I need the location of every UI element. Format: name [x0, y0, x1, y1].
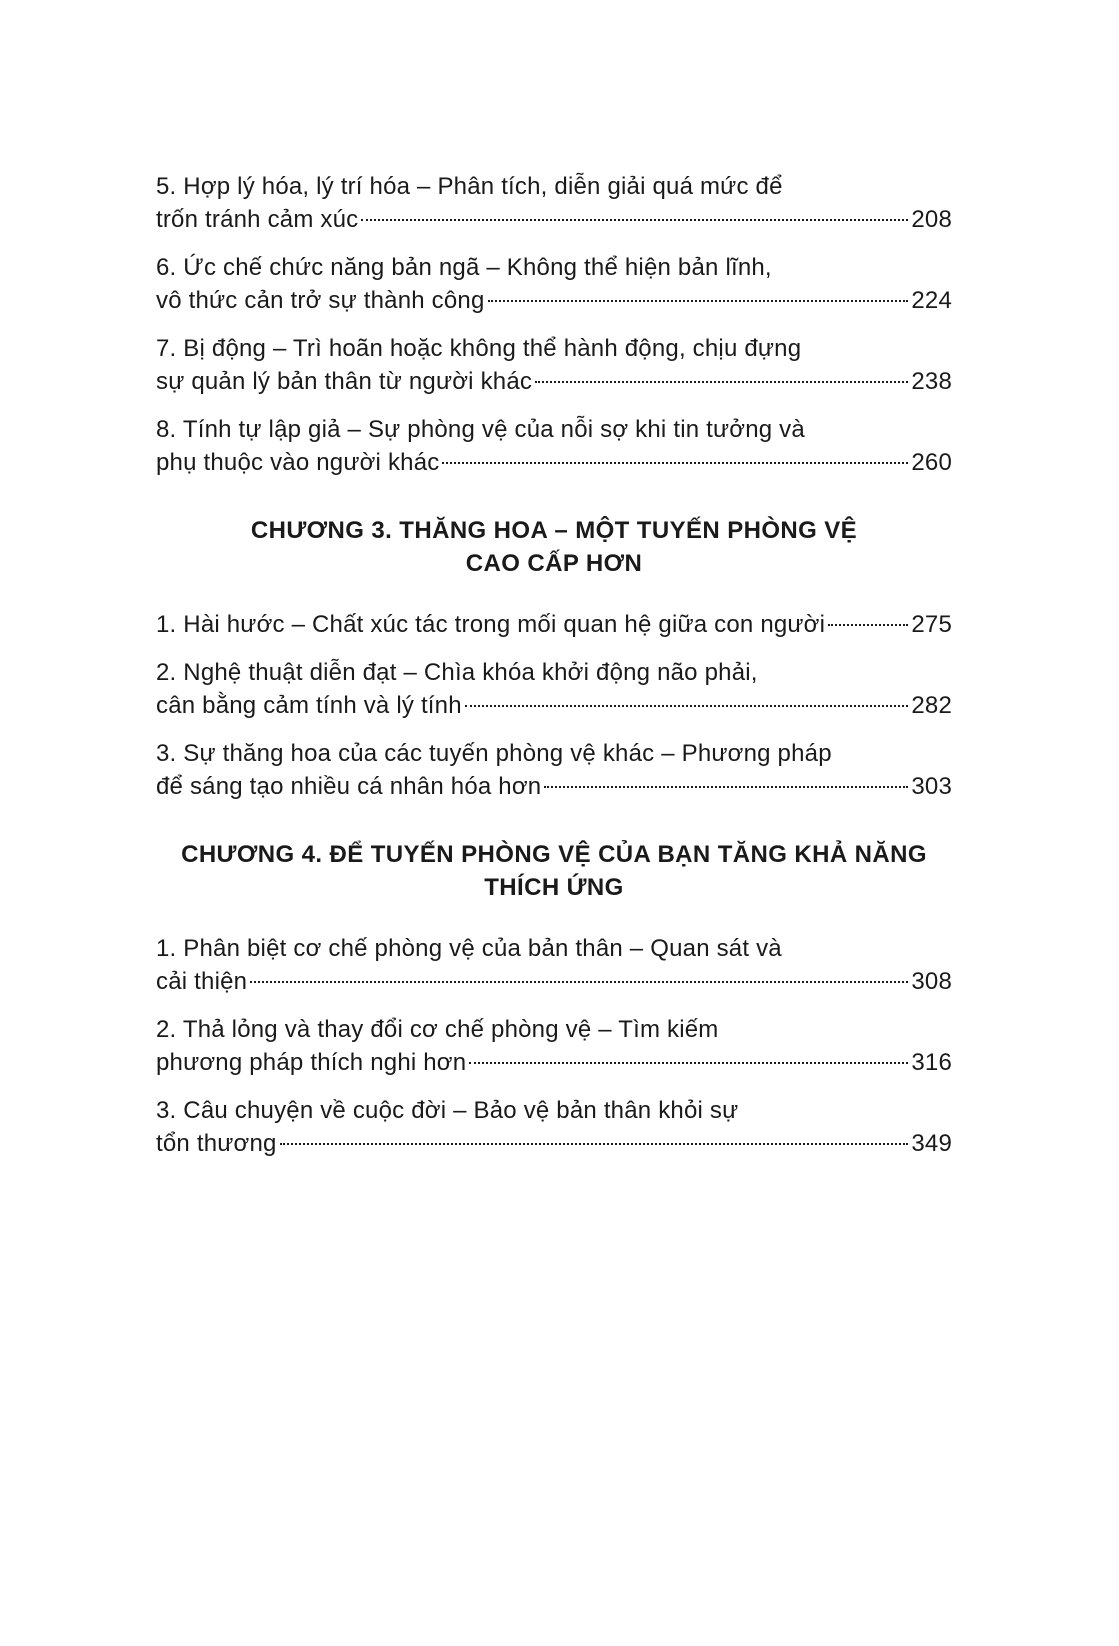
toc-entry	[156, 251, 952, 317]
toc-entry-title-cont: sự quản lý bản thân từ người khác	[156, 368, 533, 395]
toc-entry-title-cont: cân bằng cảm tính và lý tính	[156, 692, 462, 719]
chapter-title-line: THÍCH ỨNG	[484, 874, 624, 901]
toc-page-number: 308	[911, 968, 952, 995]
toc-entry-title-cont: tổn thương	[156, 1130, 277, 1157]
toc-entry-title: 3. Câu chuyện về cuộc đời – Bảo vệ bản thân khỏi sự	[156, 1097, 739, 1124]
toc-entry-title-cont: phương pháp thích nghi hơn	[156, 1049, 467, 1076]
dot-leader	[361, 219, 908, 221]
toc-entry	[156, 608, 952, 641]
toc-entry-title: 2. Thả lỏng và thay đổi cơ chế phòng vệ – Tìm kiếm	[156, 1016, 719, 1043]
toc-entry-title: 6. Ức chế chức năng bản ngã – Không thể hiện bản lĩnh,	[156, 254, 772, 281]
toc-page-number: 208	[911, 206, 952, 233]
chapter-title-line: CAO CẤP HƠN	[465, 550, 643, 577]
toc-page-number: 224	[911, 287, 952, 314]
chapter-title-line: CHƯƠNG 4. ĐỂ TUYẾN PHÒNG VỆ CỦA BẠN TĂNG KHẢ NĂNG	[181, 841, 927, 868]
dot-leader	[469, 1062, 908, 1064]
table-of-contents	[156, 170, 952, 1175]
toc-entry	[156, 170, 952, 236]
toc-page-number: 282	[911, 692, 952, 719]
chapter-heading	[156, 514, 952, 580]
toc-page-number: 260	[911, 449, 952, 476]
toc-page-number: 316	[911, 1049, 952, 1076]
toc-entry-title: 5. Hợp lý hóa, lý trí hóa – Phân tích, diễn giải quá mức để	[156, 173, 783, 200]
toc-entry-title-cont: trốn tránh cảm xúc	[156, 206, 359, 233]
toc-entry-title: 1. Phân biệt cơ chế phòng vệ của bản thân – Quan sát và	[156, 935, 782, 962]
toc-entry-title-cont: phụ thuộc vào người khác	[156, 449, 440, 476]
dot-leader	[544, 786, 908, 788]
toc-entry	[156, 656, 952, 722]
toc-entry	[156, 932, 952, 998]
toc-entry-title: 7. Bị động – Trì hoãn hoặc không thể hành động, chịu đựng	[156, 335, 802, 362]
dot-leader	[488, 300, 909, 302]
toc-entry	[156, 332, 952, 398]
dot-leader	[828, 624, 908, 626]
dot-leader	[465, 705, 909, 707]
toc-page-number: 238	[911, 368, 952, 395]
toc-entry	[156, 737, 952, 803]
toc-entry	[156, 1094, 952, 1160]
dot-leader	[535, 381, 908, 383]
dot-leader	[280, 1143, 909, 1145]
chapter-title-line: CHƯƠNG 3. THĂNG HOA – MỘT TUYẾN PHÒNG VỆ	[250, 517, 858, 544]
dot-leader	[250, 981, 908, 983]
toc-entry	[156, 1013, 952, 1079]
toc-page-number: 303	[911, 773, 952, 800]
toc-page-number: 275	[911, 611, 952, 638]
toc-entry-title: 8. Tính tự lập giả – Sự phòng vệ của nỗi sợ khi tin tưởng và	[156, 416, 805, 443]
toc-entry	[156, 413, 952, 479]
toc-entry-title-cont: để sáng tạo nhiều cá nhân hóa hơn	[156, 773, 542, 800]
dot-leader	[442, 462, 908, 464]
toc-entry-title: 3. Sự thăng hoa của các tuyến phòng vệ khác – Phương pháp	[156, 740, 832, 767]
toc-entry-title-cont: cải thiện	[156, 968, 248, 995]
chapter-heading	[156, 838, 952, 904]
toc-page-number: 349	[911, 1130, 952, 1157]
toc-entry-title: 2. Nghệ thuật diễn đạt – Chìa khóa khởi động não phải,	[156, 659, 758, 686]
toc-entry-title-cont: vô thức cản trở sự thành công	[156, 287, 485, 314]
toc-entry-title: 1. Hài hước – Chất xúc tác trong mối quan hệ giữa con người	[156, 611, 826, 638]
